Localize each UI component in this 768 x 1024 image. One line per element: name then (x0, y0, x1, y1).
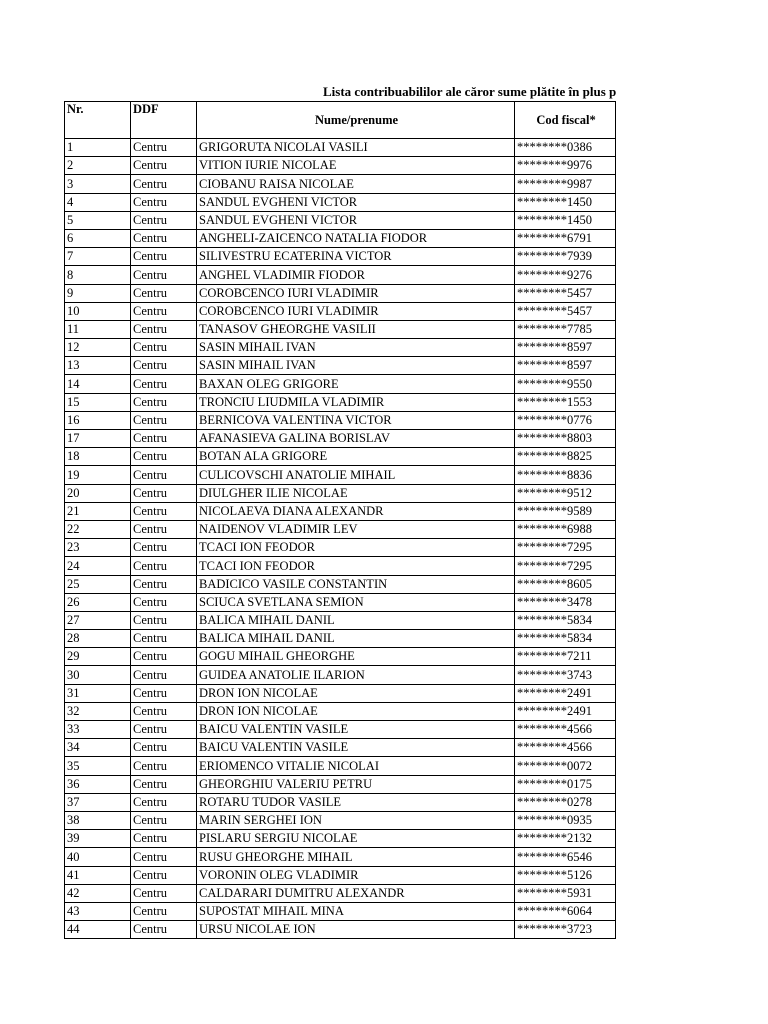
table-row (65, 921, 616, 939)
ddf-cell: Centru (131, 193, 197, 211)
ddf-cell: Centru (131, 211, 197, 229)
row-number-cell: 19 (65, 466, 131, 484)
name-cell: GOGU MIHAIL GHEORGHE (197, 648, 515, 666)
row-number-cell: 32 (65, 702, 131, 720)
ddf-cell: Centru (131, 229, 197, 247)
table-row (65, 811, 616, 829)
row-number-cell: 1 (65, 139, 131, 157)
ddf-cell: Centru (131, 575, 197, 593)
fiscal-code-cell: ********7785 (515, 320, 616, 338)
name-cell: SANDUL EVGHENI VICTOR (197, 193, 515, 211)
name-cell: AFANASIEVA GALINA BORISLAV (197, 430, 515, 448)
ddf-cell: Centru (131, 666, 197, 684)
fiscal-code-cell: ********8825 (515, 448, 616, 466)
name-cell: CIOBANU RAISA NICOLAE (197, 175, 515, 193)
row-number-cell: 44 (65, 921, 131, 939)
ddf-cell: Centru (131, 320, 197, 338)
fiscal-code-cell: ********5834 (515, 611, 616, 629)
table-body (65, 139, 616, 939)
row-number-cell: 12 (65, 339, 131, 357)
fiscal-code-cell: ********6064 (515, 902, 616, 920)
row-number-cell: 13 (65, 357, 131, 375)
name-cell: SUPOSTAT MIHAIL MINA (197, 902, 515, 920)
ddf-cell: Centru (131, 884, 197, 902)
table-row (65, 211, 616, 229)
fiscal-code-cell: ********5457 (515, 284, 616, 302)
table-row (65, 757, 616, 775)
table-row (65, 557, 616, 575)
document-title: Lista contribuabililor ale căror sume plătite în plus p (323, 84, 617, 99)
row-number-cell: 7 (65, 248, 131, 266)
name-cell: COROBCENCO IURI VLADIMIR (197, 284, 515, 302)
row-number-cell: 25 (65, 575, 131, 593)
name-cell: TCACI ION FEODOR (197, 539, 515, 557)
table-row (65, 393, 616, 411)
name-cell: RUSU GHEORGHE MIHAIL (197, 848, 515, 866)
fiscal-code-cell: ********2491 (515, 702, 616, 720)
name-cell: DRON ION NICOLAE (197, 702, 515, 720)
fiscal-code-cell: ********1450 (515, 211, 616, 229)
row-number-cell: 8 (65, 266, 131, 284)
table-row (65, 411, 616, 429)
row-number-cell: 20 (65, 484, 131, 502)
table-row (65, 266, 616, 284)
name-cell: BOTAN ALA GRIGORE (197, 448, 515, 466)
row-number-cell: 29 (65, 648, 131, 666)
name-cell: BALICA MIHAIL DANIL (197, 611, 515, 629)
row-number-cell: 11 (65, 320, 131, 338)
table-row (65, 739, 616, 757)
row-number-cell: 36 (65, 775, 131, 793)
name-cell: DRON ION NICOLAE (197, 684, 515, 702)
ddf-cell: Centru (131, 702, 197, 720)
name-cell: NICOLAEVA DIANA ALEXANDR (197, 502, 515, 520)
name-cell: SASIN MIHAIL IVAN (197, 339, 515, 357)
table-row (65, 648, 616, 666)
fiscal-code-cell: ********8605 (515, 575, 616, 593)
row-number-cell: 35 (65, 757, 131, 775)
fiscal-code-cell: ********8836 (515, 466, 616, 484)
fiscal-code-cell: ********9512 (515, 484, 616, 502)
fiscal-code-cell: ********0776 (515, 411, 616, 429)
ddf-cell: Centru (131, 593, 197, 611)
row-number-cell: 17 (65, 430, 131, 448)
name-cell: BAICU VALENTIN VASILE (197, 739, 515, 757)
ddf-cell: Centru (131, 248, 197, 266)
table-row (65, 684, 616, 702)
ddf-cell: Centru (131, 630, 197, 648)
ddf-cell: Centru (131, 466, 197, 484)
fiscal-code-cell: ********6546 (515, 848, 616, 866)
name-cell: CALDARARI DUMITRU ALEXANDR (197, 884, 515, 902)
name-cell: ANGHELI-ZAICENCO NATALIA FIODOR (197, 229, 515, 247)
name-cell: ERIOMENCO VITALIE NICOLAI (197, 757, 515, 775)
name-cell: GHEORGHIU VALERIU PETRU (197, 775, 515, 793)
ddf-cell: Centru (131, 448, 197, 466)
row-number-cell: 3 (65, 175, 131, 193)
table-row (65, 320, 616, 338)
row-number-cell: 34 (65, 739, 131, 757)
table-row (65, 866, 616, 884)
ddf-cell: Centru (131, 339, 197, 357)
header-nr: Nr. (65, 102, 131, 139)
ddf-cell: Centru (131, 539, 197, 557)
table-row (65, 157, 616, 175)
fiscal-code-cell: ********9550 (515, 375, 616, 393)
ddf-cell: Centru (131, 502, 197, 520)
ddf-cell: Centru (131, 175, 197, 193)
fiscal-code-cell: ********9589 (515, 502, 616, 520)
ddf-cell: Centru (131, 830, 197, 848)
name-cell: BERNICOVA VALENTINA VICTOR (197, 411, 515, 429)
table-row (65, 593, 616, 611)
row-number-cell: 23 (65, 539, 131, 557)
name-cell: SCIUCA SVETLANA SEMION (197, 593, 515, 611)
fiscal-code-cell: ********4566 (515, 739, 616, 757)
table-row (65, 520, 616, 538)
row-number-cell: 10 (65, 302, 131, 320)
table-row (65, 848, 616, 866)
ddf-cell: Centru (131, 648, 197, 666)
fiscal-code-cell: ********9976 (515, 157, 616, 175)
fiscal-code-cell: ********1553 (515, 393, 616, 411)
table-row (65, 721, 616, 739)
ddf-cell: Centru (131, 302, 197, 320)
table-row (65, 448, 616, 466)
row-number-cell: 33 (65, 721, 131, 739)
ddf-cell: Centru (131, 357, 197, 375)
ddf-cell: Centru (131, 611, 197, 629)
name-cell: SASIN MIHAIL IVAN (197, 357, 515, 375)
table-row (65, 539, 616, 557)
table-row (65, 139, 616, 157)
fiscal-code-cell: ********9276 (515, 266, 616, 284)
header-name: Nume/prenume (197, 102, 515, 139)
ddf-cell: Centru (131, 139, 197, 157)
ddf-cell: Centru (131, 848, 197, 866)
fiscal-code-cell: ********6791 (515, 229, 616, 247)
header-ddf: DDF (131, 102, 197, 139)
ddf-cell: Centru (131, 520, 197, 538)
ddf-cell: Centru (131, 375, 197, 393)
fiscal-code-cell: ********5931 (515, 884, 616, 902)
row-number-cell: 4 (65, 193, 131, 211)
fiscal-code-cell: ********5834 (515, 630, 616, 648)
fiscal-code-cell: ********0386 (515, 139, 616, 157)
name-cell: BALICA MIHAIL DANIL (197, 630, 515, 648)
name-cell: COROBCENCO IURI VLADIMIR (197, 302, 515, 320)
fiscal-code-cell: ********6988 (515, 520, 616, 538)
row-number-cell: 22 (65, 520, 131, 538)
row-number-cell: 38 (65, 811, 131, 829)
table-row (65, 775, 616, 793)
table-row (65, 830, 616, 848)
fiscal-code-cell: ********0935 (515, 811, 616, 829)
fiscal-code-cell: ********7295 (515, 557, 616, 575)
table-row (65, 702, 616, 720)
table-row (65, 302, 616, 320)
name-cell: VITION IURIE NICOLAE (197, 157, 515, 175)
name-cell: VORONIN OLEG VLADIMIR (197, 866, 515, 884)
ddf-cell: Centru (131, 484, 197, 502)
row-number-cell: 21 (65, 502, 131, 520)
row-number-cell: 15 (65, 393, 131, 411)
name-cell: PISLARU SERGIU NICOLAE (197, 830, 515, 848)
name-cell: TCACI ION FEODOR (197, 557, 515, 575)
ddf-cell: Centru (131, 557, 197, 575)
row-number-cell: 2 (65, 157, 131, 175)
name-cell: SANDUL EVGHENI VICTOR (197, 211, 515, 229)
name-cell: GUIDEA ANATOLIE ILARION (197, 666, 515, 684)
header-fiscal-code: Cod fiscal* (515, 102, 616, 139)
fiscal-code-cell: ********0278 (515, 793, 616, 811)
ddf-cell: Centru (131, 684, 197, 702)
table-row (65, 229, 616, 247)
name-cell: TRONCIU LIUDMILA VLADIMIR (197, 393, 515, 411)
name-cell: BAXAN OLEG GRIGORE (197, 375, 515, 393)
fiscal-code-cell: ********5457 (515, 302, 616, 320)
table-row (65, 339, 616, 357)
fiscal-code-cell: ********7939 (515, 248, 616, 266)
table-row (65, 611, 616, 629)
table-row (65, 357, 616, 375)
ddf-cell: Centru (131, 411, 197, 429)
name-cell: GRIGORUTA NICOLAI VASILI (197, 139, 515, 157)
row-number-cell: 40 (65, 848, 131, 866)
fiscal-code-cell: ********2132 (515, 830, 616, 848)
row-number-cell: 39 (65, 830, 131, 848)
name-cell: TANASOV GHEORGHE VASILII (197, 320, 515, 338)
ddf-cell: Centru (131, 739, 197, 757)
table-row (65, 575, 616, 593)
row-number-cell: 18 (65, 448, 131, 466)
name-cell: URSU NICOLAE ION (197, 921, 515, 939)
table-row (65, 884, 616, 902)
table-row (65, 430, 616, 448)
ddf-cell: Centru (131, 284, 197, 302)
ddf-cell: Centru (131, 266, 197, 284)
table-row (65, 484, 616, 502)
row-number-cell: 31 (65, 684, 131, 702)
name-cell: BAICU VALENTIN VASILE (197, 721, 515, 739)
row-number-cell: 6 (65, 229, 131, 247)
name-cell: BADICICO VASILE CONSTANTIN (197, 575, 515, 593)
table-row (65, 466, 616, 484)
fiscal-code-cell: ********3743 (515, 666, 616, 684)
row-number-cell: 42 (65, 884, 131, 902)
name-cell: MARIN SERGHEI ION (197, 811, 515, 829)
table-row (65, 193, 616, 211)
row-number-cell: 28 (65, 630, 131, 648)
row-number-cell: 30 (65, 666, 131, 684)
fiscal-code-cell: ********7295 (515, 539, 616, 557)
table-row (65, 902, 616, 920)
fiscal-code-cell: ********5126 (515, 866, 616, 884)
taxpayer-table (64, 101, 616, 939)
ddf-cell: Centru (131, 775, 197, 793)
table-row (65, 666, 616, 684)
table-row (65, 502, 616, 520)
ddf-cell: Centru (131, 811, 197, 829)
table-row (65, 248, 616, 266)
fiscal-code-cell: ********3723 (515, 921, 616, 939)
ddf-cell: Centru (131, 921, 197, 939)
fiscal-code-cell: ********9987 (515, 175, 616, 193)
row-number-cell: 5 (65, 211, 131, 229)
table-header-row (65, 102, 616, 139)
row-number-cell: 24 (65, 557, 131, 575)
table-row (65, 793, 616, 811)
name-cell: ROTARU TUDOR VASILE (197, 793, 515, 811)
ddf-cell: Centru (131, 393, 197, 411)
row-number-cell: 9 (65, 284, 131, 302)
row-number-cell: 27 (65, 611, 131, 629)
name-cell: CULICOVSCHI ANATOLIE MIHAIL (197, 466, 515, 484)
name-cell: ANGHEL VLADIMIR FIODOR (197, 266, 515, 284)
fiscal-code-cell: ********4566 (515, 721, 616, 739)
ddf-cell: Centru (131, 902, 197, 920)
ddf-cell: Centru (131, 430, 197, 448)
fiscal-code-cell: ********0175 (515, 775, 616, 793)
table-row (65, 175, 616, 193)
name-cell: DIULGHER ILIE NICOLAE (197, 484, 515, 502)
ddf-cell: Centru (131, 157, 197, 175)
fiscal-code-cell: ********0072 (515, 757, 616, 775)
table-row (65, 630, 616, 648)
table-row (65, 284, 616, 302)
fiscal-code-cell: ********8597 (515, 357, 616, 375)
name-cell: NAIDENOV VLADIMIR LEV (197, 520, 515, 538)
fiscal-code-cell: ********2491 (515, 684, 616, 702)
table-row (65, 375, 616, 393)
row-number-cell: 41 (65, 866, 131, 884)
ddf-cell: Centru (131, 721, 197, 739)
fiscal-code-cell: ********8803 (515, 430, 616, 448)
ddf-cell: Centru (131, 757, 197, 775)
ddf-cell: Centru (131, 793, 197, 811)
row-number-cell: 14 (65, 375, 131, 393)
row-number-cell: 16 (65, 411, 131, 429)
fiscal-code-cell: ********7211 (515, 648, 616, 666)
fiscal-code-cell: ********1450 (515, 193, 616, 211)
row-number-cell: 37 (65, 793, 131, 811)
name-cell: SILIVESTRU ECATERINA VICTOR (197, 248, 515, 266)
row-number-cell: 43 (65, 902, 131, 920)
fiscal-code-cell: ********3478 (515, 593, 616, 611)
row-number-cell: 26 (65, 593, 131, 611)
fiscal-code-cell: ********8597 (515, 339, 616, 357)
ddf-cell: Centru (131, 866, 197, 884)
